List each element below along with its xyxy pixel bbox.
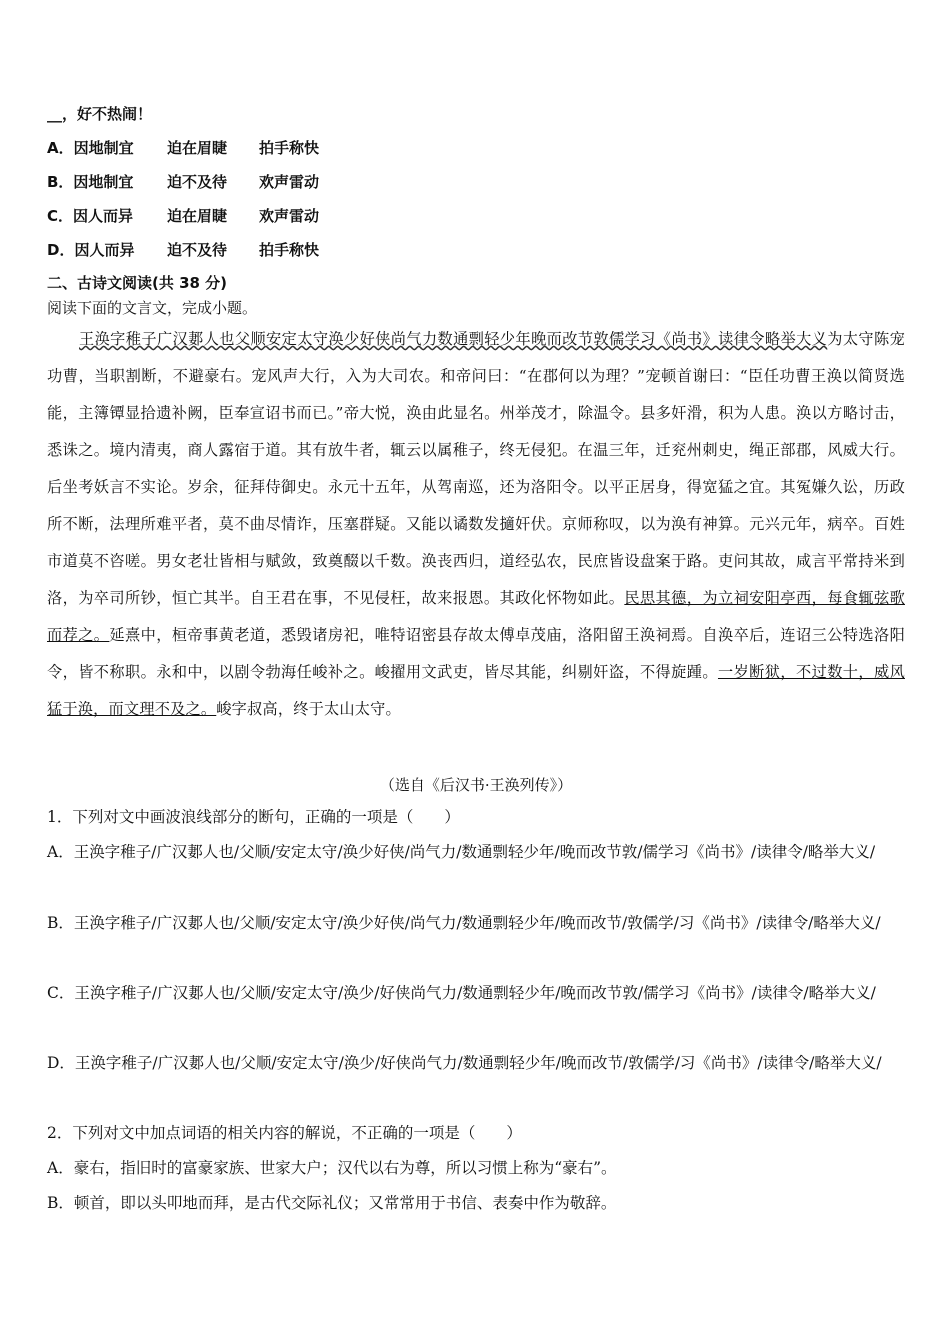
section-title: 二、古诗文阅读(共 38 分) <box>47 274 228 292</box>
underlined-sentence-1: 民思其德，为立祠安阳亭西，每食辄弦歌而荐之。 <box>47 589 905 644</box>
question-2-option-b: B．顿首，即以头叩地而拜，是古代交际礼仪；又常常用于书信、表奏中作为敬辞。 <box>47 1194 617 1212</box>
question-1-option-a: A．王涣字稚子/广汉郪人也/父顺/安定太守/涣少好侠/尚气力/数通剽轻少年/晚而改节敦/儒学习《尚书》/读律令/略举大义/ <box>47 843 876 861</box>
option-a: A．因地制宜 迫在眉睫 拍手称快 <box>47 139 320 157</box>
question-1-option-c: C．王涣字稚子/广汉郪人也/父顺/安定太守/涣少/好侠尚气力/数通剽轻少年/晚而改节敦/儒学习《尚书》/读律令/略举大义/ <box>47 984 876 1002</box>
option-d: D．因人而异 迫不及待 拍手称快 <box>47 241 320 259</box>
option-c: C．因人而异 迫在眉睫 欢声雷动 <box>47 207 320 225</box>
source-citation: （选自《后汉书·王涣列传》） <box>379 776 573 794</box>
question-2: 2．下列对文中加点词语的相关内容的解说，不正确的一项是（ ） <box>47 1124 522 1142</box>
top-line: __，好不热闹！ <box>47 105 153 123</box>
question-2-option-a: A．豪右，指旧时的富豪家族、世家大户；汉代以右为尊，所以习惯上称为“豪右”。 <box>47 1159 617 1177</box>
question-1-option-b: B．王涣字稚子/广汉郪人也/父顺/安定太守/涣少好侠/尚气力/数通剽轻少年/晚而改节/敦儒学/习《尚书》/读律令/略举大义/ <box>47 914 881 932</box>
question-1-option-d: D．王涣字稚子/广汉郪人也/父顺/安定太守/涣少/好侠尚气力/数通剽轻少年/晚而改节/敦儒学/习《尚书》/读律令/略举大义/ <box>47 1054 882 1072</box>
passage: 王涣字稚子广汉郪人也父顺安定太守涣少好侠尚气力数通剽轻少年晚而改节敦儒学习《尚书》读律令略举大义为太守陈宠功曹，当职割断，不避豪右。宠风声大行，入为大司农。和帝问曰：“在郡何以为理？”宠顿首谢曰：“臣任功曹王涣以简贤选能，主簿镡显拾遗补阙，臣奉宣诏书而已。”帝大悦，涣由此显名。州举茂才，除温令。县多奸滑，积为人患。涣以方略讨击，悉诛之。境内清夷，商人露宿于道。其有放牛者，辄云以属稚子，终无侵犯。在温三年，迁兖州刺史，绳正部郡，风威大行。后坐考妖言不实论。岁余，征拜侍御史。永元十五年，从驾南巡，还为洛阳令。以平正居身，得宽猛之宜。其冤嫌久讼，历政所不断，法理所难平者，莫不曲尽情诈，压塞群疑。又能以谲数发擿奸伏。京师称叹，以为涣有神算。元兴元年，病卒。百姓市道莫不咨嗟。男女老壮皆相与赋敛，致奠醊以千数。涣丧西归，道经弘农，民庶皆设盘案于路。吏问其故，咸言平常持米到洛，为卒司所钞，恒亡其半。自王君在事，不见侵枉，故来报恩。其政化怀物如此。民思其德，为立祠安阳亭西，每食辄弦歌而荐之。延熹中，桓帝事黄老道，悉毁诸房祀，唯特诏密县存故太傅卓茂庙，洛阳留王涣祠焉。自涣卒后，连诏三公特选洛阳令，皆不称职。永和中，以剧令勃海任峻补之。峻擢用文武吏，皆尽其能，纠剔奸盗，不得旋踵。一岁断狱，不过数十，威风猛于涣，而文理不及之。峻字叔高，终于太山太守。 <box>47 330 905 718</box>
question-1: 1．下列对文中画波浪线部分的断句，正确的一项是（ ） <box>47 808 460 826</box>
instruction: 阅读下面的文言文，完成小题。 <box>47 299 258 317</box>
underlined-sentence-2: 一岁断狱，不过数十，威风猛于涣，而文理不及之。 <box>47 663 905 718</box>
wavy-underlined-text: 王涣字稚子广汉郪人也父顺安定太守涣少好侠尚气力数通剽轻少年晚而改节敦儒学习《尚书》读律令略举大义 <box>79 330 828 348</box>
option-b: B．因地制宜 迫不及待 欢声雷动 <box>47 173 320 191</box>
